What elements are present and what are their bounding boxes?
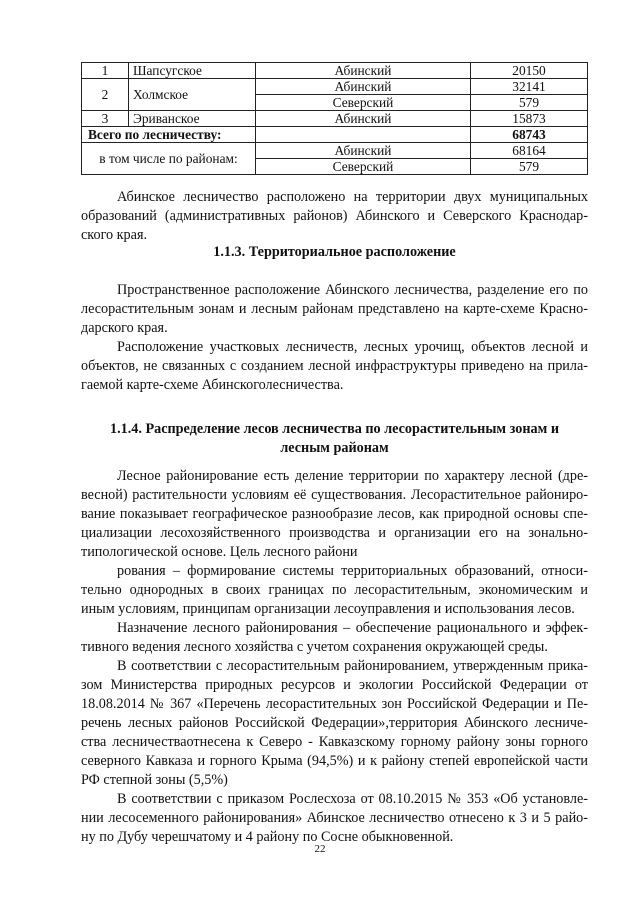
area-value: 579 [471,95,588,111]
total-label: Всего по лесничеству: [82,127,256,143]
district-name: Северский [256,95,471,111]
text-line: вание показывает географическое разнообразие лесов, как природной основы спе- [81,506,588,522]
area-value: 579 [471,159,588,175]
district-name: Абинский [256,63,471,79]
text-line: тельно однородных в своих границах по лесорастительным, экономическим и [81,582,588,598]
text-line: ну по Дубу черешчатому и 4 району по Сосне обыкновенной. [81,829,454,845]
text-line: образований (административных районов) Абинского и Северского Краснодар- [81,208,588,224]
table-row [82,143,588,159]
text-line: В соответствии с лесорастительным районированием, утвержденным прика- [117,658,588,674]
paragraph-order-367 [81,657,588,790]
text-line: иным условиям, принципам организации лесоуправления и использования лесов. [81,601,575,617]
text-line: ского края. [81,227,148,243]
paragraph-zoning [81,467,588,619]
text-line: нии лесосеменного районирования» Абинское лесничество отнесено к 3 и 5 райо- [81,810,588,826]
text-line: В соответствии с приказом Рослесхоза от 08.10.2015 № 353 «Об установле- [117,791,588,807]
paragraph-map-scheme [81,338,588,395]
text-line: гаемой карте-схеме Абинскоголесничества. [81,377,344,393]
text-line: речень лесных районов Российской Федерации»,территория Абинского лесниче- [81,715,588,731]
area-value: 15873 [471,111,588,127]
text-line: циализации лесохозяйственного производства и организации его на зонально- [81,525,588,541]
table-row [82,63,588,79]
row-number: 2 [82,79,129,111]
forestry-name: Эриванское [129,111,256,127]
district-name: Абинский [256,143,471,159]
text-line: Абинское лесничество расположено на территории двух муниципальных [117,189,588,205]
heading-line: лесным районам [280,440,389,456]
text-line: ства лесничестваотнесена к Северо - Кавказскому горному району зоны горного [81,734,588,750]
row-number: 3 [82,111,129,127]
text-line: РФ степной зоны (5,5%) [81,772,228,788]
text-line: Расположение участковых лесничеств, лесных урочищ, объектов лесной и [117,339,588,355]
text-line: зом Министерства природных ресурсов и экологии Российской Федерации от [81,677,588,693]
forestry-name: Шапсугское [129,63,256,79]
text-line: дарского края. [81,320,168,336]
section-heading-1-1-3: 1.1.3. Территориальное расположение [213,244,456,260]
text-line: Назначение лесного районирования – обеспечение рационального и эффек- [117,620,588,636]
paragraph-purpose [81,619,588,657]
text-line: Пространственное расположение Абинского лесничества, разделение его по [117,282,588,298]
paragraph-order-353 [81,790,588,847]
page-number: 22 [314,843,326,855]
text-line: тивного ведения лесного хозяйства с учетом сохранения окружающей среды. [81,639,548,655]
text-line: объектов, не связанных с созданием лесной инфраструктуры приведено на прила- [81,358,588,374]
total-empty-cell [256,127,471,143]
area-value: 20150 [471,63,588,79]
text-line: лесорастительным зонам и лесным районам представлено на карте-схеме Красно- [81,301,588,317]
section-heading-1-1-4 [81,420,588,458]
district-name: Абинский [256,79,471,95]
table-total-row [82,127,588,143]
district-name: Северский [256,159,471,175]
forestry-name: Холмское [129,79,256,111]
paragraph-spatial-location [81,281,588,338]
table-row [82,111,588,127]
forestry-table [81,62,588,175]
text-line: северного Кавказа и горного Крыма (94,5%) и к району степей европейской части [81,753,588,769]
district-name: Абинский [256,111,471,127]
text-line: рования – формирование системы территориальных образований, относи- [117,563,588,579]
including-label: в том числе по районам: [82,143,256,175]
area-value: 68164 [471,143,588,159]
area-value: 32141 [471,79,588,95]
text-line: весной) растительности условиям её существования. Лесорастительное райониро- [81,487,588,503]
heading-line: 1.1.4. Распределение лесов лесничества по лесорастительным зонам и [109,421,560,437]
table-row [82,79,588,95]
text-line: типологической основе. Цель лесного райони [81,544,358,560]
text-line: Лесное районирование есть деление территории по характеру лесной (дре- [117,468,588,484]
text-line: 18.08.2014 № 367 «Перечень лесорастительных зон Российской Федерации и Пе- [81,696,588,712]
paragraph-location [81,188,588,245]
total-value: 68743 [471,127,588,143]
row-number: 1 [82,63,129,79]
